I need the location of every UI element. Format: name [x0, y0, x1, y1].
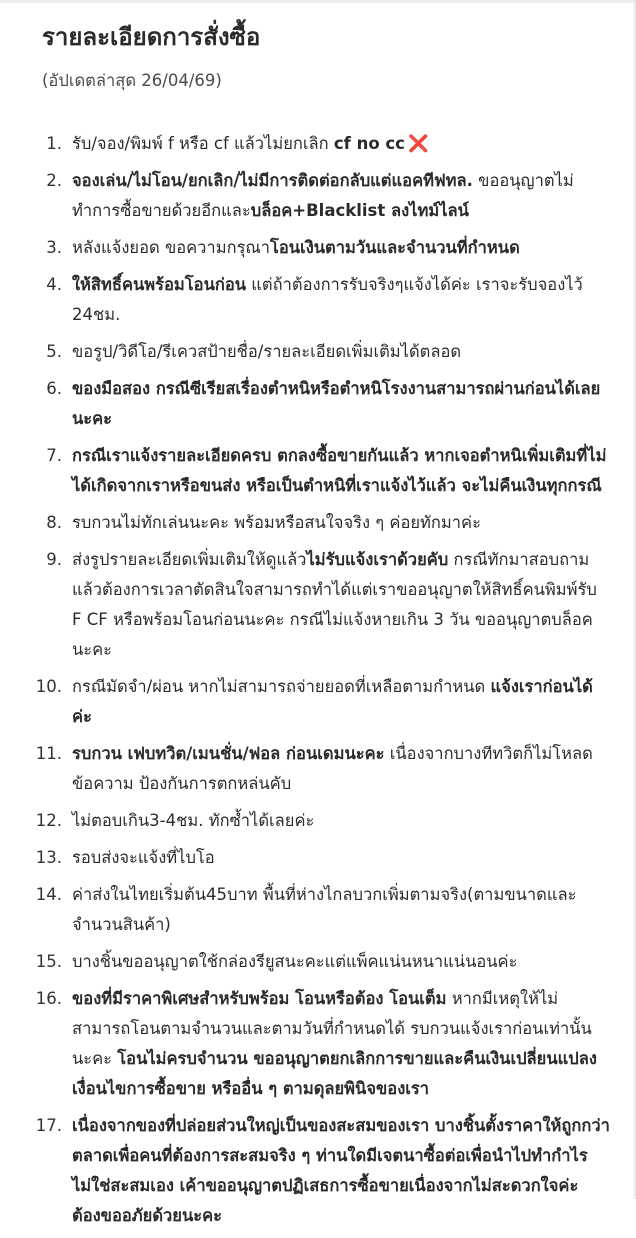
- rule-text: [72, 129, 610, 159]
- rule-number: 17.: [35, 1116, 62, 1135]
- rule-number: 9.: [46, 550, 62, 569]
- rule-text-bold: เนื่องจากของที่ปล่อยส่วนใหญ่เป็นของสะสมของเรา บางชิ้นตั้งราคาให้ถูกกว่าตลาดเพื่อคนที่ต้องการสะสมจริง ๆ ท่านใดมีเจตนาซื้อต่อเพื่อนำไปทำกำไรไม่ใช่สะสมเอง เค้าขออนุญาตปฏิเสธการซื้อขายเนื่องจากไม่สะดวกใจค่ะ ต้องขออภัยด้วยนะคะ: [72, 1116, 610, 1225]
- top-edge-divider: [0, 0, 636, 3]
- rule-text-bold: โอนไม่ครบจำนวน ขออนุญาตยกเลิกการขายและคืนเงินเปลี่ยนแปลงเงื่อนไขการซื้อขาย หรืออื่น ๆ ตามดุลยพินิจของเรา: [72, 1049, 597, 1098]
- rule-text: [72, 337, 610, 367]
- rule-item: [0, 947, 636, 977]
- rule-text: [72, 806, 610, 836]
- rule-text-bold: กรณีเราแจ้งรายละเอียดครบ ตกลงซื้อขายกันแล้ว หากเจอตำหนิเพิ่มเติมที่ไม่ได้เกิดจากเราหรือขนส่ง หรือเป็นตำหนิที่เราแจ้งไว้แล้ว จะไม่คืนเงินทุกกรณี: [72, 446, 607, 495]
- rule-text-plain: ค่าส่งในไทยเริ่มต้น45บาท พื้นที่ห่างไกลบวกเพิ่มตามจริง(ตามขนาดและจำนวนสินค้า): [72, 885, 577, 934]
- rule-text: [72, 984, 610, 1104]
- rule-text-plain: ไม่ตอบเกิน3-4ชม. ทักซ้ำได้เลยค่ะ: [72, 811, 315, 830]
- rule-item: [0, 843, 636, 873]
- rule-item: [0, 441, 636, 501]
- rule-text-plain: กรณีมัดจำ/ผ่อน หากไม่สามารถจ่ายยอดที่เหลือตามกำหนด: [72, 677, 491, 696]
- rule-text: [72, 233, 610, 263]
- rule-item: [0, 129, 636, 159]
- rule-number: 5.: [46, 342, 62, 361]
- rule-text-plain: รับ/จอง/พิมพ์ f หรือ cf แล้วไม่ยกเลิก: [72, 134, 334, 153]
- rule-number: 16.: [35, 989, 62, 1008]
- rule-item: [0, 984, 636, 1104]
- rule-item: [0, 806, 636, 836]
- rule-text-plain: หลังแจ้งยอด ขอความกรุณา: [72, 238, 270, 257]
- rule-text: [72, 166, 610, 226]
- rule-number: 4.: [46, 275, 62, 294]
- rule-item: [0, 166, 636, 226]
- rule-text-bold: ของที่มีราคาพิเศษสำหรับพร้อม โอนหรือต้อง โอนเต็ม: [72, 989, 447, 1008]
- rule-text: [72, 947, 610, 977]
- cross-mark-icon: ❌: [407, 134, 429, 153]
- page-title: รายละเอียดการสั่งซื้อ: [42, 23, 261, 51]
- rule-item: [0, 337, 636, 367]
- rule-number: 11.: [35, 744, 62, 763]
- rule-text-bold: ของมือสอง กรณีซีเรียสเรื่องตำหนิหรือตำหนิโรงงานสามารถผ่านก่อนได้เลยนะคะ: [72, 379, 601, 428]
- rule-text: [72, 880, 610, 940]
- rule-text-bold: บล็อค+Blacklist ลงไทม์ไลน์: [250, 201, 469, 220]
- rule-text-bold: cf no cc: [333, 134, 405, 153]
- rule-item: [0, 270, 636, 330]
- rule-number: 6.: [46, 379, 62, 398]
- rule-text-bold: แจ้งเราก่อนได้ค่ะ: [72, 677, 593, 726]
- rules-list: [0, 129, 636, 1238]
- rule-text-bold: ไม่รับแจ้งเราด้วยคับ: [306, 550, 449, 569]
- rule-text-plain: ขอรูป/วิดีโอ/รีเควสป้ายชื่อ/รายละเอียดเพิ่มเติมได้ตลอด: [72, 342, 462, 361]
- rule-item: [0, 374, 636, 434]
- rule-item: [0, 233, 636, 263]
- rule-text: [72, 270, 610, 330]
- rule-text: [72, 545, 610, 665]
- rule-text-plain: หากมีเหตุให้ไม่สามารถโอนตามจำนวนและตามวันที่กำหนดได้ รบกวนแจ้งเราก่อนเท่านั้นนะคะ: [72, 989, 592, 1068]
- rule-text-bold: โอนเงินตามวันและจำนวนที่กำหนด: [270, 238, 520, 257]
- rule-text: [72, 672, 610, 732]
- rule-text: [72, 843, 610, 873]
- rule-item: [0, 880, 636, 940]
- rule-number: 13.: [35, 848, 62, 867]
- rule-item: [0, 545, 636, 665]
- rule-number: 10.: [35, 677, 62, 696]
- rule-number: 1.: [46, 134, 62, 153]
- rule-text: [72, 739, 610, 799]
- rule-item: [0, 739, 636, 799]
- rule-number: 15.: [35, 952, 62, 971]
- rule-text-plain: เนื่องจากบางทีทวิตก็ไม่โหลดข้อความ ป้องกันการตกหล่นคับ: [72, 744, 593, 793]
- rule-number: 3.: [46, 238, 62, 257]
- rule-text-plain: รบกวนไม่ทักเล่นนะคะ พร้อมหรือสนใจจริง ๆ ค่อยทักมาค่ะ: [72, 513, 481, 532]
- rule-text-plain: รอบส่งจะแจ้งที่ไบโอ: [72, 848, 215, 867]
- rule-text-bold: จองเล่น/ไม่โอน/ยกเลิก/ไม่มีการติดต่อกลับแต่แอคทีฟทล.: [72, 171, 473, 190]
- rule-number: 2.: [46, 171, 62, 190]
- rule-number: 7.: [46, 446, 62, 465]
- rule-text-plain: แต่ถ้าต้องการรับจริงๆแจ้งได้ค่ะ เราจะรับจองไว้ 24ชม.: [72, 275, 583, 324]
- rule-text-plain: บางชิ้นขออนุญาตใช้กล่องรียูสนะคะแต่แพ็คแน่นหนาแน่นอนค่ะ: [72, 952, 518, 971]
- last-updated-note: (อัปเดตล่าสุด 26/04/69): [42, 71, 222, 90]
- rule-text: [72, 1111, 610, 1231]
- rule-item: [0, 672, 636, 732]
- rule-item: [0, 1111, 636, 1231]
- rule-text: [72, 441, 610, 501]
- rule-text-bold: รบกวน เฟบทวิต/เมนชั่น/ฟอล ก่อนเดมนะคะ: [72, 744, 385, 763]
- rule-text: [72, 508, 610, 538]
- rule-number: 8.: [46, 513, 62, 532]
- rule-number: 12.: [35, 811, 62, 830]
- rule-item: [0, 508, 636, 538]
- rule-text-bold: ให้สิทธิ์คนพร้อมโอนก่อน: [72, 275, 247, 294]
- rule-text-plain: กรณีทักมาสอบถามแล้วต้องการเวลาตัดสินใจสามารถทำได้แต่เราขออนุญาตให้สิทธิ์คนพิมพ์รับ F CF หรือพร้อมโอนก่อนนะคะ กรณีไม่แจ้งหายเกิน 3 วัน ขออนุญาตบล็อคนะคะ: [72, 550, 597, 659]
- rule-text: [72, 374, 610, 434]
- rule-number: 14.: [35, 885, 62, 904]
- rule-text-plain: ขออนุญาตไม่ทำการซื้อขายด้วยอีกและ: [72, 171, 574, 220]
- rule-text-plain: ส่งรูปรายละเอียดเพิ่มเติมให้ดูแล้ว: [72, 550, 307, 569]
